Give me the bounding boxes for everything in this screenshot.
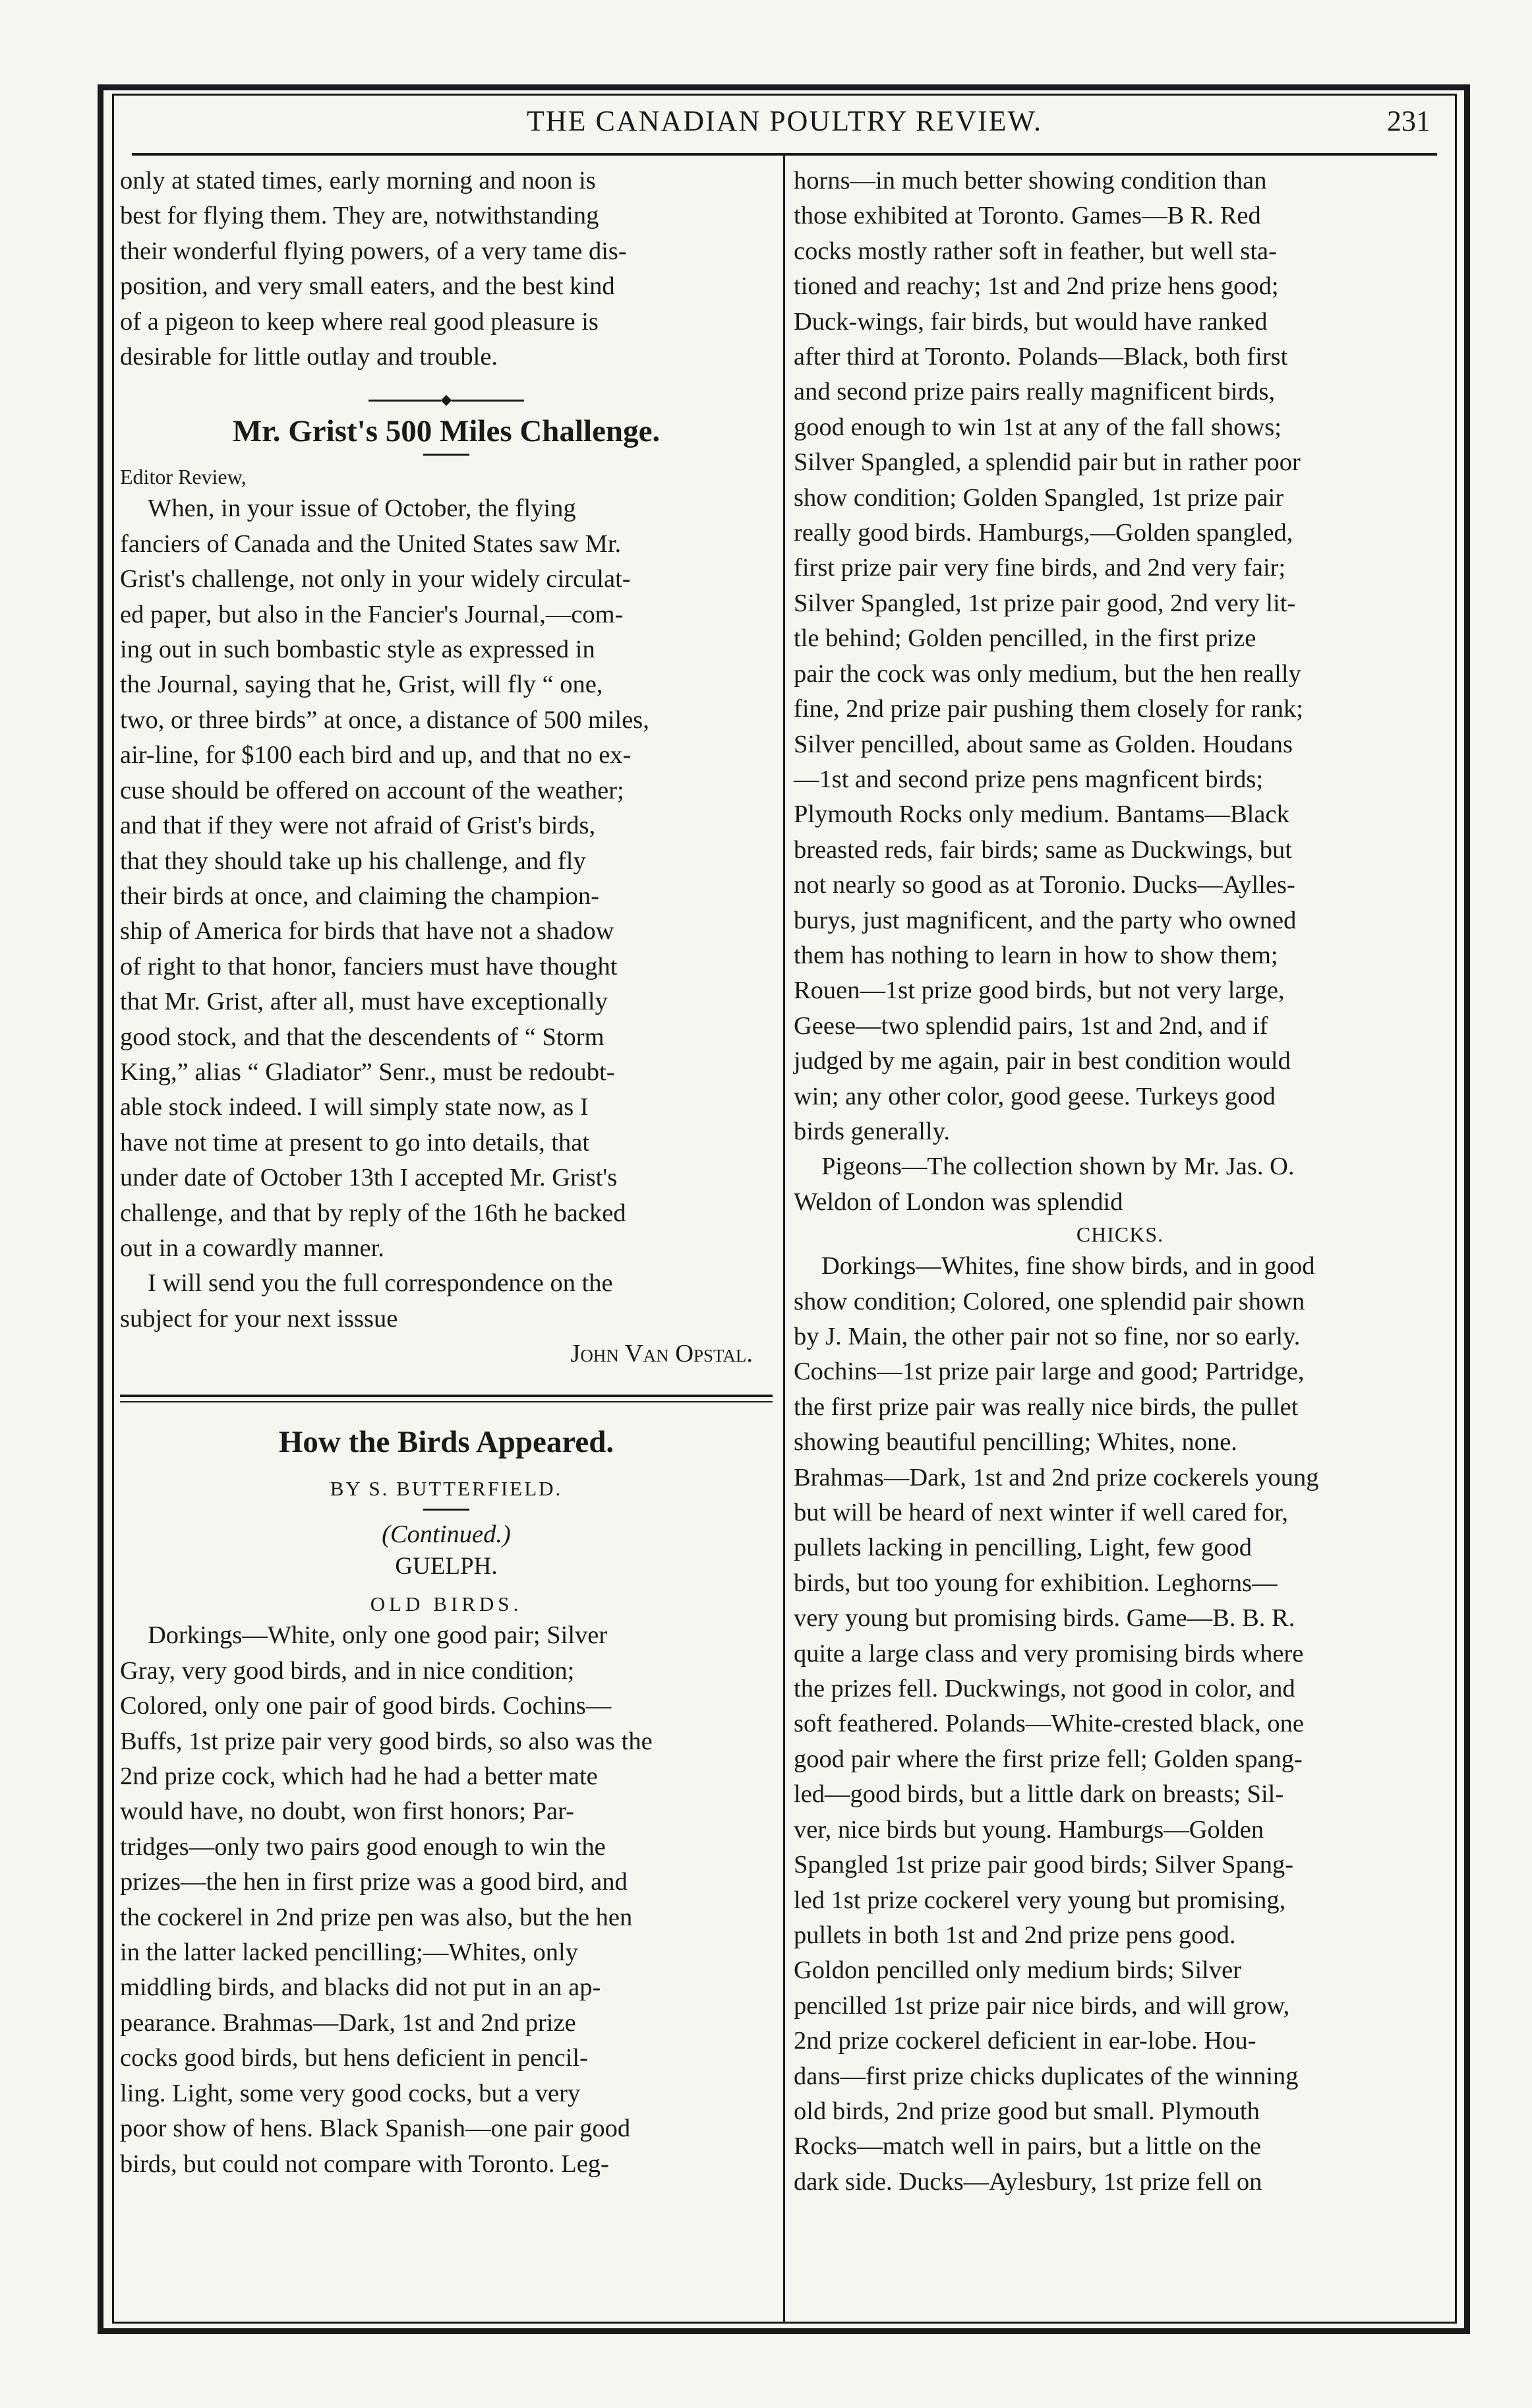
text-line: ing out in such bombastic style as expressed in xyxy=(120,636,595,664)
text-line: poor show of hens. Black Spanish—one pair good xyxy=(120,2115,631,2143)
text-line: and second prize pairs really magnificent birds, xyxy=(794,378,1276,406)
text-line: very young but promising birds. Game—B. B. R. xyxy=(794,1604,1295,1633)
diamond-icon: ◆ xyxy=(440,390,452,407)
text-line: cocks mostly rather soft in feather, but well sta- xyxy=(794,237,1277,265)
text-line: those exhibited at Toronto. Games—B R. Red xyxy=(794,202,1261,230)
text-line: Dorkings—Whites, fine show birds, and in good xyxy=(821,1252,1315,1280)
byline-rule xyxy=(423,1509,469,1511)
text-line: pair the cock was only medium, but the hen really xyxy=(794,659,1301,688)
text-line: Rocks—match well in pairs, but a little on the xyxy=(794,2132,1261,2161)
text-line: Rouen—1st prize good birds, but not very large, xyxy=(794,977,1285,1005)
continued-text: (Continued.) xyxy=(382,1520,511,1548)
text-line: I will send you the full correspondence on the xyxy=(148,1269,613,1298)
text-line: ship of America for birds that have not a shadow xyxy=(120,917,614,946)
text-line: out in a cowardly manner. xyxy=(120,1234,384,1262)
text-line: Silver pencilled, about same as Golden. Houdans xyxy=(794,730,1293,758)
text-line: Weldon of London was splendid xyxy=(794,1188,1123,1216)
text-line: horns—in much better showing condition than xyxy=(794,167,1267,195)
title-rule xyxy=(423,454,469,456)
text-line: King,” alias “ Gladiator” Senr., must be redoubt- xyxy=(120,1058,615,1086)
text-line: not nearly so good as at Toronio. Ducks—Aylles- xyxy=(794,871,1295,899)
text-line: burys, just magnificent, and the party who owned xyxy=(794,906,1297,934)
text-line: old birds, 2nd prize good but small. Plymouth xyxy=(794,2097,1260,2125)
text-line: Cochins—1st prize pair large and good; Partridge, xyxy=(794,1358,1305,1386)
text-line: cuse should be offered on account of the weather; xyxy=(120,776,624,804)
text-line: after third at Toronto. Polands—Black, both first xyxy=(794,343,1288,371)
text-line: pencilled 1st prize pair nice birds, and will grow, xyxy=(794,1991,1290,2020)
text-line: their birds at once, and claiming the champion- xyxy=(120,882,599,910)
place-heading: GUELPH. xyxy=(395,1553,498,1580)
text-line: Brahmas—Dark, 1st and 2nd prize cockerels young xyxy=(794,1463,1319,1491)
text-line: first prize pair very fine birds, and 2nd very fair; xyxy=(794,554,1286,582)
text-line: middling birds, and blacks did not put in an ap- xyxy=(120,1973,601,2002)
text-line: and that if they were not afraid of Grist's birds, xyxy=(120,812,596,840)
article-title: Mr. Grist's 500 Miles Challenge. xyxy=(232,414,661,449)
text-line: good pair where the first prize fell; Golden spang- xyxy=(794,1745,1303,1773)
text-line: really good birds. Hamburgs,—Golden spangled, xyxy=(794,519,1293,547)
continued-note xyxy=(120,1517,773,1552)
text-line: breasted reds, fair birds; same as Duckwings, but xyxy=(794,835,1292,864)
text-line: only at stated times, early morning and noon is xyxy=(120,167,596,195)
text-line: When, in your issue of October, the flying xyxy=(148,495,576,523)
text-line: quite a large class and very promising birds where xyxy=(794,1639,1304,1668)
salutation: Editor Review, xyxy=(120,465,247,489)
text-line: dans—first prize chicks duplicates of the winning xyxy=(794,2062,1299,2090)
text-line: prizes—the hen in first prize was a good bird, and xyxy=(120,1868,628,1896)
text-line: 2nd prize cock, which had he had a better mate xyxy=(120,1762,598,1791)
text-line: Buffs, 1st prize pair very good birds, so also was the xyxy=(120,1727,653,1755)
article-separator xyxy=(120,1395,773,1402)
text-line: the Journal, saying that he, Grist, will fly “ one, xyxy=(120,671,603,699)
text-line: —1st and second prize pens magnficent birds; xyxy=(794,765,1264,793)
article-body xyxy=(794,1249,1446,2200)
text-line: birds, but too young for exhibition. Leghorns— xyxy=(794,1569,1278,1597)
section-heading: CHICKS. xyxy=(1076,1222,1164,1247)
text-line: position, and very small eaters, and the best kind xyxy=(120,272,615,301)
text-line: cocks good birds, but hens deficient in pencil- xyxy=(120,2044,588,2072)
text-line: Geese—two splendid pairs, 1st and 2nd, and if xyxy=(794,1011,1268,1040)
text-line: air-line, for $100 each bird and up, and that no ex- xyxy=(120,741,632,769)
text-line: that Mr. Grist, after all, must have exceptionally xyxy=(120,988,608,1016)
text-line: pearance. Brahmas—Dark, 1st and 2nd prize xyxy=(120,2008,576,2037)
page-number: 231 xyxy=(1387,105,1430,137)
article-body xyxy=(120,491,773,1337)
text-line: in the latter lacked pencilling;—Whites, only xyxy=(120,1939,578,1967)
text-line: Dorkings—White, only one good pair; Silver xyxy=(148,1621,608,1650)
text-line: win; any other color, good geese. Turkeys good xyxy=(794,1082,1276,1110)
text-line: Silver Spangled, a splendid pair but in rather poor xyxy=(794,448,1301,477)
text-line: them has nothing to learn in how to show them; xyxy=(794,941,1278,969)
text-line: good enough to win 1st at any of the fall shows; xyxy=(794,413,1282,441)
text-line: Spangled 1st prize pair good birds; Silver Spang- xyxy=(794,1851,1294,1879)
text-line: Gray, very good birds, and in nice condition; xyxy=(120,1656,575,1685)
intro-paragraph xyxy=(120,164,773,375)
text-line: that they should take up his challenge, and fly xyxy=(120,847,586,875)
text-line: Silver Spangled, 1st prize pair good, 2nd very lit- xyxy=(794,589,1296,617)
text-line: Colored, only one pair of good birds. Cochins— xyxy=(120,1692,612,1720)
text-line: under date of October 13th I accepted Mr. Grist's xyxy=(120,1164,618,1192)
text-line: desirable for little outlay and trouble. xyxy=(120,343,498,371)
ornament-line xyxy=(368,400,441,402)
text-line: judged by me again, pair in best condition would xyxy=(794,1047,1291,1075)
text-line: birds, but could not compare with Toronto. Leg- xyxy=(120,2150,609,2178)
article-body xyxy=(120,1618,773,2182)
text-line: tioned and reachy; 1st and 2nd prize hens good; xyxy=(794,272,1279,301)
ornament-line xyxy=(452,400,524,402)
text-line: have not time at present to go into details, that xyxy=(120,1128,590,1157)
text-line: the prizes fell. Duckwings, not good in color, and xyxy=(794,1675,1295,1703)
text-line: good stock, and that the descendents of “ Storm xyxy=(120,1023,604,1051)
left-column xyxy=(120,164,773,2182)
right-column xyxy=(794,164,1446,2200)
text-line: Duck-wings, fair birds, but would have ranked xyxy=(794,307,1268,336)
text-line: able stock indeed. I will simply state now, as I xyxy=(120,1093,589,1122)
text-line: two, or three birds” at once, a distance of 500 miles, xyxy=(120,706,649,734)
running-header xyxy=(125,99,1444,145)
byline: BY S. BUTTERFIELD. xyxy=(330,1476,563,1500)
text-line: their wonderful flying powers, of a very tame dis- xyxy=(120,237,627,265)
text-line: birds generally. xyxy=(794,1117,950,1145)
text-line: showing beautiful pencilling; Whites, none. xyxy=(794,1428,1237,1457)
signature: John Van Opstal. xyxy=(570,1340,753,1368)
text-line: but will be heard of next winter if well cared for, xyxy=(794,1499,1288,1527)
text-line: led—good birds, but a little dark on breasts; Sil- xyxy=(794,1780,1284,1809)
text-line: ver, nice birds but young. Hamburgs—Golden xyxy=(794,1815,1264,1844)
text-line: subject for your next isssue xyxy=(120,1304,398,1333)
text-line: would have, no doubt, won first honors; Par- xyxy=(120,1797,574,1826)
text-line: of a pigeon to keep where real good pleasure is xyxy=(120,307,599,336)
text-line: Plymouth Rocks only medium. Bantams—Black xyxy=(794,800,1289,829)
text-line: soft feathered. Polands—White-crested black, one xyxy=(794,1710,1304,1738)
text-line: Goldon pencilled only medium birds; Silver xyxy=(794,1956,1242,1985)
text-line: fine, 2nd prize pair pushing them closely for rank; xyxy=(794,695,1303,723)
text-line: the cockerel in 2nd prize pen was also, but the hen xyxy=(120,1903,633,1931)
text-line: show condition; Golden Spangled, 1st prize pair xyxy=(794,483,1284,512)
text-line: of right to that honor, fanciers must have thought xyxy=(120,952,618,980)
text-line: tridges—only two pairs good enough to win the xyxy=(120,1832,606,1861)
header-title: THE CANADIAN POULTRY REVIEW. xyxy=(527,105,1042,137)
text-line: challenge, and that by reply of the 16th he backed xyxy=(120,1199,626,1227)
text-line: fanciers of Canada and the United States saw Mr. xyxy=(120,529,622,558)
text-line: by J. Main, the other pair not so fine, nor so early. xyxy=(794,1323,1301,1350)
text-line: ed paper, but also in the Fancier's Journal,—com- xyxy=(120,600,624,628)
column-divider xyxy=(783,156,785,2322)
text-line: best for flying them. They are, notwithstanding xyxy=(120,202,599,230)
section-heading: OLD BIRDS. xyxy=(370,1592,523,1616)
text-line: pullets in both 1st and 2nd prize pens good. xyxy=(794,1921,1236,1949)
text-line: Pigeons—The collection shown by Mr. Jas. O. xyxy=(821,1153,1295,1181)
section-ornament xyxy=(120,381,773,407)
article-body xyxy=(794,164,1446,1220)
text-line: led 1st prize cockerel very young but promising, xyxy=(794,1886,1286,1914)
text-line: show condition; Colored, one splendid pair shown xyxy=(794,1287,1305,1315)
text-line: 2nd prize cockerel deficient in ear-lobe. Hou- xyxy=(794,2027,1256,2055)
text-line: ling. Light, some very good cocks, but a very xyxy=(120,2079,581,2107)
text-line: tle behind; Golden pencilled, in the first prize xyxy=(794,624,1256,653)
text-line: pullets lacking in pencilling, Light, few good xyxy=(794,1534,1252,1562)
text-line: the first prize pair was really nice birds, the pullet xyxy=(794,1393,1299,1421)
text-line: dark side. Ducks—Aylesbury, 1st prize fell on xyxy=(794,2167,1262,2196)
text-line: Grist's challenge, not only in your widely circulat- xyxy=(120,565,631,593)
article-title: How the Birds Appeared. xyxy=(278,1424,614,1459)
